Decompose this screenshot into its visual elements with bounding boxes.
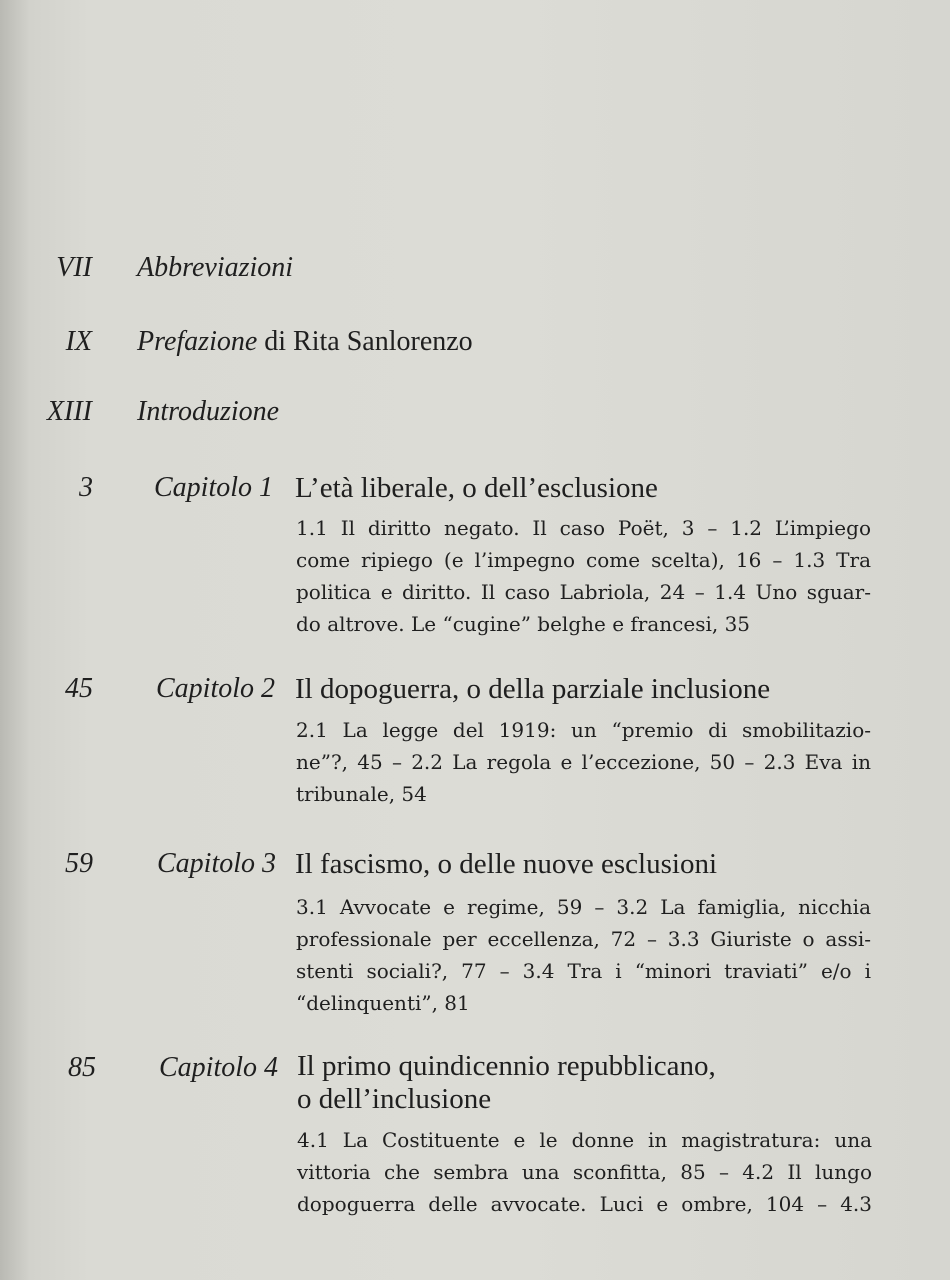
chapter-page-number: 59 <box>65 848 93 879</box>
section-line: ne”?, 45 – 2.2 La regola e l’eccezione, 50 – 2.3 Eva in <box>296 750 871 774</box>
front-page-number: XIII <box>46 396 92 427</box>
front-page-number: IX <box>65 326 92 357</box>
chapter-title-line: Il primo quindicennio repubblicano, <box>297 1050 716 1082</box>
chapter-label: Capitolo 4 <box>158 1052 278 1083</box>
chapter-title <box>295 673 895 706</box>
section-line: tribunale, 54 <box>296 782 427 806</box>
chapter-sections <box>296 714 871 810</box>
section-line: vittoria che sembra una sconfitta, 85 – 4.2 Il lungo <box>297 1160 872 1184</box>
chapter-label: Capitolo 2 <box>155 673 275 704</box>
front-entry-abbreviazioni <box>137 252 293 284</box>
section-line: 1.1 Il diritto negato. Il caso Poët, 3 – 1.2 L’impiego <box>296 516 871 540</box>
front-title: Prefazione <box>137 326 258 357</box>
front-page-number: VII <box>56 252 92 283</box>
chapter-title <box>297 1050 897 1116</box>
chapter-title <box>295 848 895 881</box>
chapter-label: Capitolo 3 <box>156 848 276 879</box>
chapter-page-number: 45 <box>65 673 93 704</box>
chapter-sections <box>296 512 871 640</box>
chapter-sections <box>297 1124 872 1220</box>
section-line: “delinquenti”, 81 <box>296 991 470 1015</box>
section-line: professionale per eccellenza, 72 – 3.3 Giuriste o assi- <box>296 927 871 951</box>
section-line: come ripiego (e l’impegno come scelta), 16 – 1.3 Tra <box>296 548 871 572</box>
chapter-title-line: Il fascismo, o delle nuove esclusioni <box>295 848 718 880</box>
chapter-title-line: Il dopoguerra, o della parziale inclusione <box>295 673 771 705</box>
front-title: Abbreviazioni <box>137 252 294 283</box>
chapter-page-number: 85 <box>68 1052 96 1083</box>
section-line: politica e diritto. Il caso Labriola, 24 – 1.4 Uno sguar- <box>296 580 871 604</box>
front-title: Introduzione <box>137 396 280 427</box>
section-line: 3.1 Avvocate e regime, 59 – 3.2 La famiglia, nicchia <box>296 895 871 919</box>
chapter-page-number: 3 <box>79 472 93 503</box>
chapter-title-line: o dell’inclusione <box>297 1083 492 1115</box>
front-extra: di Rita Sanlorenzo <box>257 326 473 357</box>
chapter-label: Capitolo 1 <box>153 472 273 503</box>
front-entry-introduzione <box>137 396 279 428</box>
front-entry-prefazione <box>137 326 473 358</box>
section-line: 4.1 La Costituente e le donne in magistratura: una <box>297 1128 872 1152</box>
chapter-sections <box>296 891 871 1019</box>
section-line: stenti sociali?, 77 – 3.4 Tra i “minori traviati” e/o i <box>296 959 871 983</box>
section-line: do altrove. Le “cugine” belghe e francesi, 35 <box>296 612 751 636</box>
section-line: 2.1 La legge del 1919: un “premio di smobilitazio- <box>296 718 871 742</box>
chapter-title-line: L’età liberale, o dell’esclusione <box>295 472 658 504</box>
chapter-title <box>295 472 895 505</box>
section-line: dopoguerra delle avvocate. Luci e ombre, 104 – 4.3 <box>297 1192 872 1216</box>
